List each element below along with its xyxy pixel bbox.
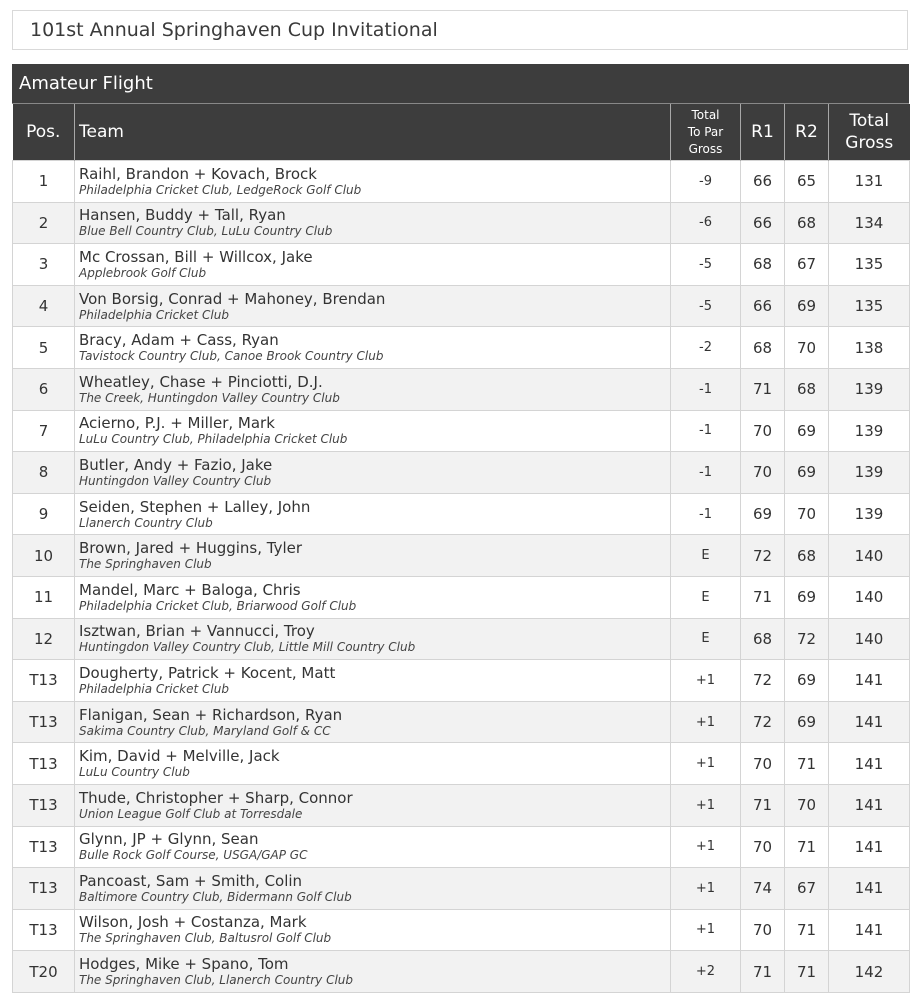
position-cell: T13: [13, 701, 75, 743]
to-par-cell: -9: [671, 161, 741, 203]
position-cell: 7: [13, 410, 75, 452]
team-players: Mandel, Marc + Baloga, Chris: [79, 580, 301, 599]
team-clubs: The Springhaven Club: [79, 557, 212, 572]
team-clubs: The Springhaven Club, Llanerch Country Club: [79, 973, 354, 988]
team-cell: [75, 327, 671, 369]
to-par-line-1: Total: [691, 107, 720, 122]
team-clubs: Llanerch Country Club: [79, 515, 213, 530]
to-par-line-3: Gross: [688, 141, 723, 156]
round-1-cell: 70: [741, 909, 785, 951]
round-2-cell: 69: [785, 410, 829, 452]
team-clubs: Sakima Country Club, Maryland Golf & CC: [79, 723, 331, 738]
round-2-cell: 72: [785, 618, 829, 660]
round-2-cell: 68: [785, 368, 829, 410]
position-cell: T20: [13, 951, 75, 993]
to-par-cell: -1: [671, 368, 741, 410]
round-1-cell: 66: [741, 285, 785, 327]
total-gross-cell: 141: [829, 701, 910, 743]
team-cell: [75, 826, 671, 868]
team-players: Raihl, Brandon + Kovach, Brock: [79, 164, 317, 183]
team-cell: [75, 368, 671, 410]
to-par-cell: -5: [671, 244, 741, 286]
to-par-cell: +1: [671, 784, 741, 826]
total-gross-cell: 139: [829, 493, 910, 535]
total-gross-cell: 131: [829, 161, 910, 203]
team-players: Von Borsig, Conrad + Mahoney, Brendan: [79, 289, 386, 308]
round-1-cell: 70: [741, 452, 785, 494]
leaderboard: [12, 64, 909, 993]
position-cell: 2: [13, 202, 75, 244]
to-par-cell: +2: [671, 951, 741, 993]
team-clubs: The Springhaven Club, Baltusrol Golf Club: [79, 931, 332, 946]
round-2-cell: 69: [785, 452, 829, 494]
to-par-cell: +1: [671, 826, 741, 868]
team-cell: [75, 576, 671, 618]
table-row: [13, 909, 910, 951]
team-cell: [75, 202, 671, 244]
round-1-cell: 70: [741, 410, 785, 452]
to-par-cell: +1: [671, 701, 741, 743]
round-2-cell: 70: [785, 784, 829, 826]
round-1-cell: 66: [741, 202, 785, 244]
to-par-cell: +1: [671, 909, 741, 951]
team-cell: [75, 618, 671, 660]
total-gross-cell: 141: [829, 784, 910, 826]
team-cell: [75, 743, 671, 785]
table-row: [13, 618, 910, 660]
position-cell: T13: [13, 826, 75, 868]
total-gross-cell: 138: [829, 327, 910, 369]
round-1-cell: 69: [741, 493, 785, 535]
team-cell: [75, 868, 671, 910]
team-cell: [75, 784, 671, 826]
team-players: Acierno, P.J. + Miller, Mark: [79, 414, 275, 433]
round-2-cell: 68: [785, 202, 829, 244]
team-players: Hansen, Buddy + Tall, Ryan: [79, 206, 286, 225]
to-par-cell: +1: [671, 660, 741, 702]
team-players: Isztwan, Brian + Vannucci, Troy: [79, 622, 315, 641]
round-1-cell: 71: [741, 784, 785, 826]
total-gross-line-1: Total: [849, 111, 890, 131]
team-players: Dougherty, Patrick + Kocent, Matt: [79, 663, 336, 682]
to-par-cell: -2: [671, 327, 741, 369]
leaderboard-table: [12, 104, 910, 993]
to-par-cell: -1: [671, 493, 741, 535]
round-1-cell: 71: [741, 368, 785, 410]
total-gross-cell: 139: [829, 368, 910, 410]
column-header-pos: Pos.: [13, 104, 75, 161]
team-clubs: Philadelphia Cricket Club: [79, 681, 229, 696]
team-players: Seiden, Stephen + Lalley, John: [79, 497, 311, 516]
total-gross-cell: 141: [829, 826, 910, 868]
to-par-cell: E: [671, 618, 741, 660]
position-cell: T13: [13, 743, 75, 785]
position-cell: 11: [13, 576, 75, 618]
team-players: Mc Crossan, Bill + Willcox, Jake: [79, 247, 313, 266]
team-players: Hodges, Mike + Spano, Tom: [79, 955, 289, 974]
team-cell: [75, 660, 671, 702]
to-par-cell: +1: [671, 743, 741, 785]
round-2-cell: 67: [785, 868, 829, 910]
total-gross-cell: 140: [829, 618, 910, 660]
position-cell: 6: [13, 368, 75, 410]
event-title: 101st Annual Springhaven Cup Invitational: [12, 10, 908, 50]
total-gross-cell: 134: [829, 202, 910, 244]
round-2-cell: 68: [785, 535, 829, 577]
round-2-cell: 65: [785, 161, 829, 203]
table-row: [13, 452, 910, 494]
table-row: [13, 868, 910, 910]
table-row: [13, 743, 910, 785]
table-row: [13, 368, 910, 410]
team-players: Kim, David + Melville, Jack: [79, 747, 280, 766]
position-cell: 9: [13, 493, 75, 535]
team-players: Wheatley, Chase + Pinciotti, D.J.: [79, 372, 323, 391]
round-1-cell: 70: [741, 743, 785, 785]
position-cell: T13: [13, 909, 75, 951]
team-cell: [75, 951, 671, 993]
team-cell: [75, 701, 671, 743]
team-clubs: Applebrook Golf Club: [79, 265, 207, 280]
team-players: Butler, Andy + Fazio, Jake: [79, 455, 273, 474]
team-players: Glynn, JP + Glynn, Sean: [79, 830, 259, 849]
table-row: [13, 161, 910, 203]
round-1-cell: 70: [741, 826, 785, 868]
team-clubs: Union League Golf Club at Torresdale: [79, 806, 303, 821]
round-1-cell: 71: [741, 951, 785, 993]
round-2-cell: 71: [785, 743, 829, 785]
team-clubs: LuLu Country Club: [79, 765, 190, 780]
round-2-cell: 69: [785, 285, 829, 327]
round-1-cell: 68: [741, 618, 785, 660]
round-1-cell: 68: [741, 244, 785, 286]
column-header-team: Team: [75, 104, 671, 161]
table-row: [13, 826, 910, 868]
round-1-cell: 66: [741, 161, 785, 203]
position-cell: 12: [13, 618, 75, 660]
team-clubs: Huntingdon Valley Country Club: [79, 473, 272, 488]
position-cell: 10: [13, 535, 75, 577]
column-header-r2: R2: [785, 104, 829, 161]
round-1-cell: 71: [741, 576, 785, 618]
team-clubs: Tavistock Country Club, Canoe Brook Country Club: [79, 349, 384, 364]
table-row: [13, 535, 910, 577]
round-2-cell: 70: [785, 327, 829, 369]
table-row: [13, 784, 910, 826]
table-row: [13, 576, 910, 618]
team-clubs: Philadelphia Cricket Club: [79, 307, 229, 322]
round-2-cell: 69: [785, 701, 829, 743]
team-players: Bracy, Adam + Cass, Ryan: [79, 331, 279, 350]
to-par-cell: -1: [671, 410, 741, 452]
round-1-cell: 68: [741, 327, 785, 369]
position-cell: T13: [13, 660, 75, 702]
round-2-cell: 71: [785, 951, 829, 993]
round-1-cell: 72: [741, 535, 785, 577]
position-cell: 8: [13, 452, 75, 494]
position-cell: 1: [13, 161, 75, 203]
total-gross-line-2: Gross: [845, 133, 894, 153]
table-row: [13, 327, 910, 369]
to-par-cell: E: [671, 535, 741, 577]
team-clubs: The Creek, Huntingdon Valley Country Club: [79, 390, 340, 405]
team-players: Thude, Christopher + Sharp, Connor: [79, 788, 353, 807]
total-gross-cell: 135: [829, 244, 910, 286]
total-gross-cell: 140: [829, 576, 910, 618]
total-gross-cell: 135: [829, 285, 910, 327]
team-cell: [75, 285, 671, 327]
round-1-cell: 72: [741, 701, 785, 743]
round-2-cell: 70: [785, 493, 829, 535]
flight-header: Amateur Flight: [12, 64, 909, 104]
team-players: Wilson, Josh + Costanza, Mark: [79, 913, 307, 932]
team-cell: [75, 410, 671, 452]
team-clubs: Bulle Rock Golf Course, USGA/GAP GC: [79, 848, 308, 863]
to-par-cell: -5: [671, 285, 741, 327]
round-2-cell: 69: [785, 576, 829, 618]
to-par-cell: -6: [671, 202, 741, 244]
column-header-total-gross: [829, 104, 910, 161]
position-cell: 4: [13, 285, 75, 327]
position-cell: 3: [13, 244, 75, 286]
team-players: Brown, Jared + Huggins, Tyler: [79, 539, 303, 558]
team-cell: [75, 452, 671, 494]
table-row: [13, 410, 910, 452]
total-gross-cell: 141: [829, 743, 910, 785]
to-par-cell: E: [671, 576, 741, 618]
table-row: [13, 660, 910, 702]
position-cell: T13: [13, 784, 75, 826]
position-cell: T13: [13, 868, 75, 910]
total-gross-cell: 139: [829, 452, 910, 494]
table-row: [13, 701, 910, 743]
table-header-row: [13, 104, 910, 161]
team-clubs: Huntingdon Valley Country Club, Little Mill Country Club: [79, 640, 416, 655]
total-gross-cell: 141: [829, 868, 910, 910]
table-row: [13, 951, 910, 993]
team-cell: [75, 535, 671, 577]
total-gross-cell: 142: [829, 951, 910, 993]
team-clubs: Baltimore Country Club, Bidermann Golf Club: [79, 889, 352, 904]
table-row: [13, 244, 910, 286]
total-gross-cell: 141: [829, 909, 910, 951]
team-clubs: Philadelphia Cricket Club, LedgeRock Golf Club: [79, 182, 362, 197]
team-cell: [75, 244, 671, 286]
total-gross-cell: 141: [829, 660, 910, 702]
to-par-line-2: To Par: [687, 124, 724, 139]
round-1-cell: 72: [741, 660, 785, 702]
team-players: Pancoast, Sam + Smith, Colin: [79, 871, 303, 890]
to-par-cell: +1: [671, 868, 741, 910]
column-header-to-par: [671, 104, 741, 161]
team-cell: [75, 909, 671, 951]
team-cell: [75, 493, 671, 535]
team-cell: [75, 161, 671, 203]
table-row: [13, 285, 910, 327]
round-2-cell: 67: [785, 244, 829, 286]
table-row: [13, 202, 910, 244]
table-body: [13, 161, 910, 993]
column-header-r1: R1: [741, 104, 785, 161]
to-par-cell: -1: [671, 452, 741, 494]
team-clubs: Blue Bell Country Club, LuLu Country Club: [79, 224, 333, 239]
table-row: [13, 493, 910, 535]
round-2-cell: 71: [785, 909, 829, 951]
round-2-cell: 71: [785, 826, 829, 868]
team-clubs: LuLu Country Club, Philadelphia Cricket Club: [79, 432, 348, 447]
total-gross-cell: 140: [829, 535, 910, 577]
team-players: Flanigan, Sean + Richardson, Ryan: [79, 705, 343, 724]
team-clubs: Philadelphia Cricket Club, Briarwood Golf Club: [79, 598, 357, 613]
round-1-cell: 74: [741, 868, 785, 910]
position-cell: 5: [13, 327, 75, 369]
round-2-cell: 69: [785, 660, 829, 702]
total-gross-cell: 139: [829, 410, 910, 452]
